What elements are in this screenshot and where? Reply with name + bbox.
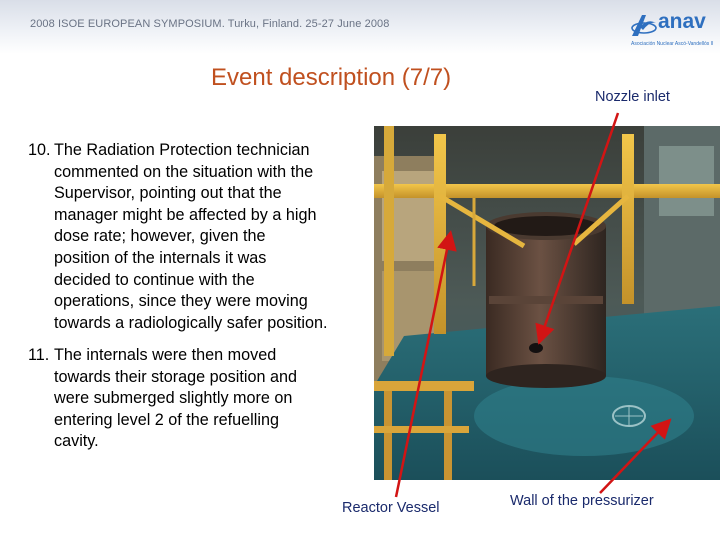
symposium-header: 2008 ISOE EUROPEAN SYMPOSIUM. Turku, Finland. 25-27 June 2008 — [30, 18, 390, 30]
slide-title: Event description (7/7) — [211, 64, 452, 91]
reactor-cavity-photo — [374, 126, 720, 480]
logo-wordmark: anav — [658, 10, 706, 33]
anav-logo — [628, 12, 712, 48]
list-item-text: The Radiation Protection technician commented on the situation with the Supervisor, pointing out that the manager might be affected by a high dose rate; however, given the position of the internals it was decided to continue with the operations, since they were moving towards a radiologically safer position. — [54, 141, 328, 332]
caption-reactor-vessel: Reactor Vessel — [342, 500, 440, 516]
list-item-11 — [28, 345, 358, 453]
list-item-10 — [28, 140, 368, 334]
list-item-text: The internals were then moved towards their storage position and were submerged slightly more on entering level 2 of the refuelling cavity. — [54, 346, 297, 451]
list-item-number: 10. — [28, 141, 51, 159]
list-item-number: 11. — [28, 346, 50, 364]
caption-pressurizer-wall: Wall of the pressurizer — [510, 493, 654, 509]
anav-logo-icon — [628, 12, 658, 40]
logo-tagline: Asociación Nuclear Ascó-Vandellós II — [631, 41, 714, 47]
caption-nozzle-inlet: Nozzle inlet — [595, 89, 670, 105]
